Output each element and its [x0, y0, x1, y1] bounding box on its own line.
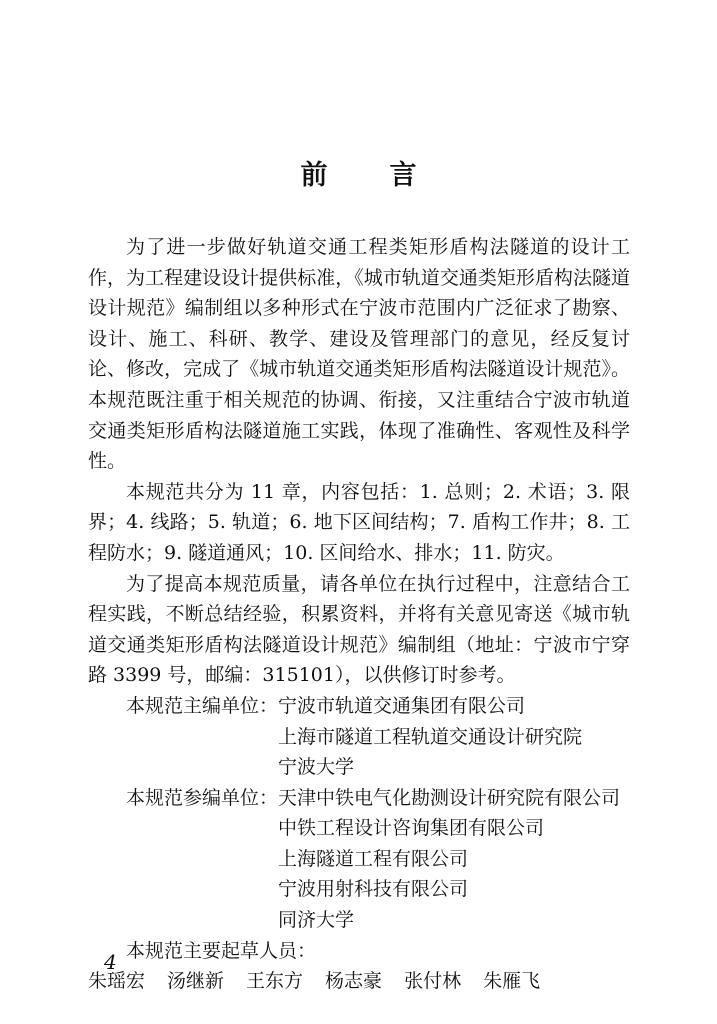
participating-unit-1: 天津中铁电气化勘测设计研究院有限公司: [278, 786, 621, 809]
paragraph-intro: 为了进一步做好轨道交通工程类矩形盾构法隧道的设计工作，为工程建设设计提供标准，《城市轨道交通类矩形盾构法隧道设计规范》编制组以多种形式在宁波市范围内广泛征求了勘察、设计、施工、科研、教学、建设及管理部门的意见，经反复讨论、修改，完成了《城市轨道交通类矩形盾构法隧道设计规范》。本规范既注重于相关规范的协调、衔接，又注重结合宁波市轨道交通类矩形盾构法隧道施工实践，体现了准确性、客观性及科学性。: [88, 236, 630, 473]
participating-unit-5: 同济大学: [278, 909, 355, 932]
chief-units-label: 本规范主编单位：: [126, 694, 279, 717]
participating-units-block: [88, 783, 630, 936]
chief-units-list: [278, 691, 582, 783]
drafter-name: 汤继新: [167, 970, 225, 993]
title-char-2: 言: [389, 160, 417, 191]
chief-unit-1: 宁波市轨道交通集团有限公司: [278, 694, 526, 717]
drafter-name: 张付林: [404, 970, 462, 993]
page-title: [0, 153, 717, 192]
page-number: 4: [104, 950, 117, 974]
paragraph-feedback: 为了提高本规范质量，请各单位在执行过程中，注意结合工程实践，不断总结经验，积累资料，并将有关意见寄送《城市轨道交通类矩形盾构法隧道设计规范》编制组（地址：宁波市宁穿路 3399 号，邮编：315101），以供修订时参考。: [88, 572, 630, 687]
title-char-1: 前: [300, 160, 328, 191]
participating-unit-2: 中铁工程设计咨询集团有限公司: [278, 817, 545, 840]
drafter-name: 王东方: [246, 970, 304, 993]
participating-unit-4: 宁波用射科技有限公司: [278, 878, 469, 901]
chief-unit-2: 上海市隧道工程轨道交通设计研究院: [278, 725, 583, 748]
drafter-name: 朱瑶宏: [88, 970, 146, 993]
preface-body: [88, 232, 630, 997]
participating-units-list: [278, 783, 620, 936]
drafters-list: [88, 966, 630, 997]
chief-units-block: [88, 691, 630, 783]
participating-unit-3: 上海隧道工程有限公司: [278, 847, 469, 870]
participating-units-label: 本规范参编单位：: [126, 786, 279, 809]
drafters-label: 本规范主要起草人员：: [126, 939, 317, 962]
drafter-name: 朱雁飞: [483, 970, 541, 993]
chief-unit-3: 宁波大学: [278, 756, 355, 779]
drafter-name: 杨志豪: [325, 970, 383, 993]
paragraph-chapters: 本规范共分为 11 章，内容包括：1. 总则；2. 术语；3. 限界；4. 线路；5. 轨道；6. 地下区间结构；7. 盾构工作井；8. 工程防水；9. 隧道通风；10. 区间给水、排水；11. 防灾。: [88, 480, 630, 564]
